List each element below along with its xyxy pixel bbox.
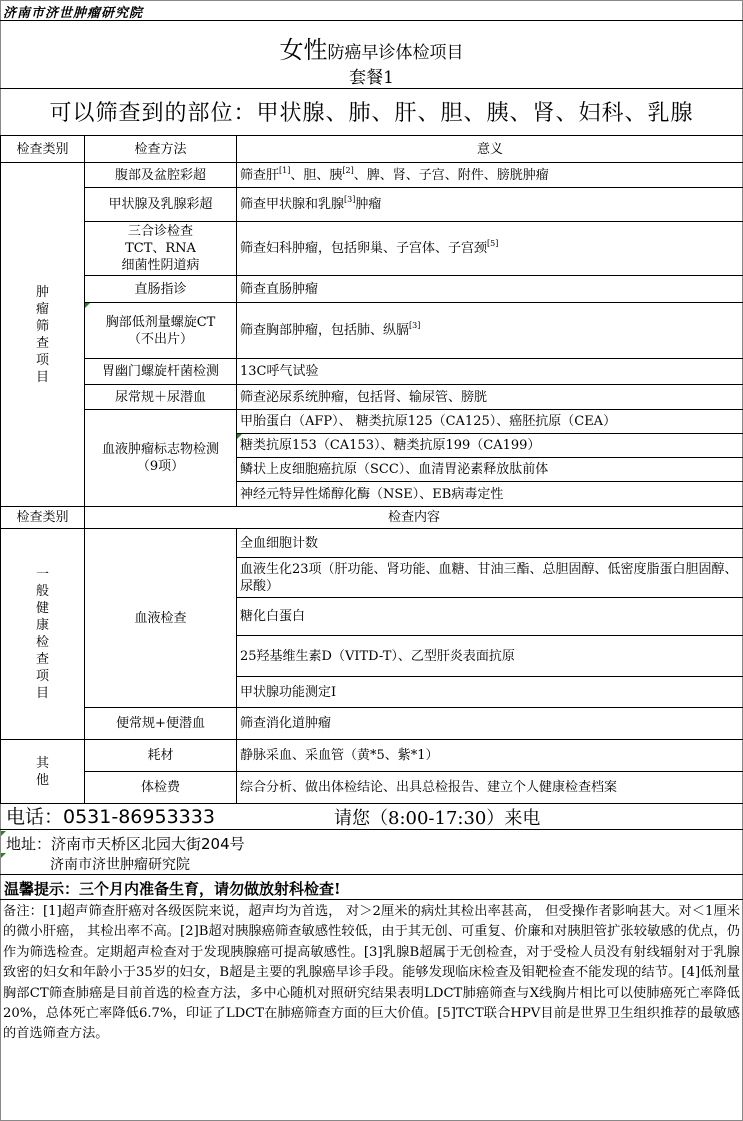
method: 血液肿瘤标志物检测 （9项） — [85, 410, 237, 507]
method: 胸部低剂量螺旋CT （不出片） — [85, 303, 237, 359]
meaning: 糖类抗原153（CA153）、糖类抗原199（CA199） — [237, 434, 743, 458]
category-tumor-screening: 肿 瘤 筛 查 项 目 — [1, 163, 85, 507]
cell-marker — [85, 303, 90, 308]
fee-label: 耗材 — [85, 740, 237, 772]
method: 直肠指诊 — [85, 276, 237, 303]
divider — [0, 899, 743, 900]
meaning: 筛查胸部肿瘤，包括肺、纵膈[3] — [237, 303, 743, 359]
divider — [0, 88, 743, 89]
table-row — [1, 163, 743, 188]
remarks: 备注：[1]超声筛查肝癌对各级医院来说，超声均为首选， 对＞2厘米的病灶其检出率甚高， 但受操作者影响甚大。对＜1厘米的微小肝癌， 其检出率不高。[2]B超对胰腺癌筛查敏感性较低，由于其无创、可重复、价廉和对胰胆管扩张较敏感的优点，仍作为筛选检查。定期超声检查对于发现胰腺癌可提高敏感性。[3]乳腺B超属于无创检查，对于受检人员没有射线辐射对于乳腺致密的妇女和年龄小于35岁的妇女，B超是主要的乳腺癌早诊手段。能够发现临床检查及钼靶检查不能发现的结节。[4]低剂量胸部CT筛查肺癌是目前首选的检查方法，多中心随机对照研究结果表明LDCT肺癌筛查与X线胸片相比可以使肺癌死亡率降低20%，总体死亡率降低6.7%，印证了LDCT在肺癌筛查方面的巨大价值。[5]TCT联合HPV目前是世界卫生组织推荐的最敏感的首选筛查方法。 — [3, 904, 740, 1042]
method: 尿常规＋尿潜血 — [85, 385, 237, 410]
meaning: 筛查泌尿系统肿瘤，包括肾、输尿管、膀胱 — [237, 385, 743, 410]
meaning: 鳞状上皮细胞癌抗原（SCC）、血清胃泌素释放肽前体 — [237, 458, 743, 482]
meaning: 13C呼气试验 — [237, 359, 743, 385]
table-header: 检查类别 检查方法 意义 — [1, 136, 743, 163]
exam-table — [0, 135, 743, 804]
address: 地址：济南市天桥区北园大街204号 — [6, 835, 245, 853]
fee-label: 体检费 — [85, 772, 237, 804]
divider — [0, 874, 743, 875]
divider — [0, 20, 743, 21]
table-row — [1, 385, 743, 410]
blood-test-label: 血液检查 — [85, 529, 237, 708]
cell-marker — [1, 853, 6, 858]
method: 胃幽门螺旋杆菌检测 — [85, 359, 237, 385]
exam-item: 全血细胞计数 — [237, 529, 743, 558]
table-row — [1, 529, 743, 558]
method: 甲状腺及乳腺彩超 — [85, 188, 237, 222]
method: 三合诊检查 TCT、RNA 细菌性阴道病 — [85, 222, 237, 276]
stool-test-label: 便常规+便潜血 — [85, 708, 237, 740]
table-row — [1, 708, 743, 740]
cell-marker — [237, 434, 242, 439]
exam-item: 综合分析、做出体检结论、出具总检报告、建立个人健康检查档案 — [237, 772, 743, 804]
meaning: 甲胎蛋白（AFP）、 糖类抗原125（CA125）、癌胚抗原（CEA） — [237, 410, 743, 434]
address-org: 济南市济世肿瘤研究院 — [50, 857, 190, 873]
table-row — [1, 740, 743, 772]
table-row — [1, 188, 743, 222]
table-row — [1, 222, 743, 276]
category-general-health: 一 般 健 康 检 查 项 目 — [1, 529, 85, 740]
package-name: 套餐1 — [349, 68, 394, 88]
table-header: 检查类别 检查内容 — [1, 507, 743, 529]
meaning: 筛查妇科肿瘤，包括卵巢、子宫体、子宫颈[5] — [237, 222, 743, 276]
divider — [0, 829, 743, 830]
exam-item: 25羟基维生素D（VITD-T）、乙型肝炎表面抗原 — [237, 636, 743, 677]
exam-item: 糖化白蛋白 — [237, 598, 743, 636]
exam-item: 筛查消化道肿瘤 — [237, 708, 743, 740]
table-row — [1, 303, 743, 359]
table-row — [1, 276, 743, 303]
screening-scope: 可以筛查到的部位：甲状腺、肺、肝、胆、胰、肾、妇科、乳腺 — [49, 101, 694, 126]
table-row — [1, 359, 743, 385]
meaning: 筛查直肠肿瘤 — [237, 276, 743, 303]
meaning: 筛查甲状腺和乳腺[3]肿瘤 — [237, 188, 743, 222]
exam-item: 甲状腺功能测定I — [237, 677, 743, 708]
meaning: 筛查肝[1]、胆、胰[2]、脾、肾、子宫、附件、膀胱肿瘤 — [237, 163, 743, 188]
org-name: 济南市济世肿瘤研究院 — [3, 6, 144, 21]
page-title: 女性防癌早诊体检项目 — [279, 36, 464, 64]
exam-item: 血液生化23项（肝功能、肾功能、血糖、甘油三酯、总胆固醇、低密度脂蛋白胆固醇、尿酸） — [237, 558, 743, 598]
phone-number: 电话：0531-86953333 — [6, 806, 215, 828]
table-row — [1, 410, 743, 434]
meaning: 神经元特异性烯醇化酶（NSE）、EB病毒定性 — [237, 482, 743, 507]
call-hours: 请您（8:00-17:30）来电 — [334, 808, 541, 829]
table-row — [1, 772, 743, 804]
exam-item: 静脉采血、采血管（黄*5、紫*1） — [237, 740, 743, 772]
method: 腹部及盆腔彩超 — [85, 163, 237, 188]
category-other: 其 他 — [1, 740, 85, 804]
warm-tip: 温馨提示：三个月内准备生育，请勿做放射科检查! — [4, 880, 341, 898]
